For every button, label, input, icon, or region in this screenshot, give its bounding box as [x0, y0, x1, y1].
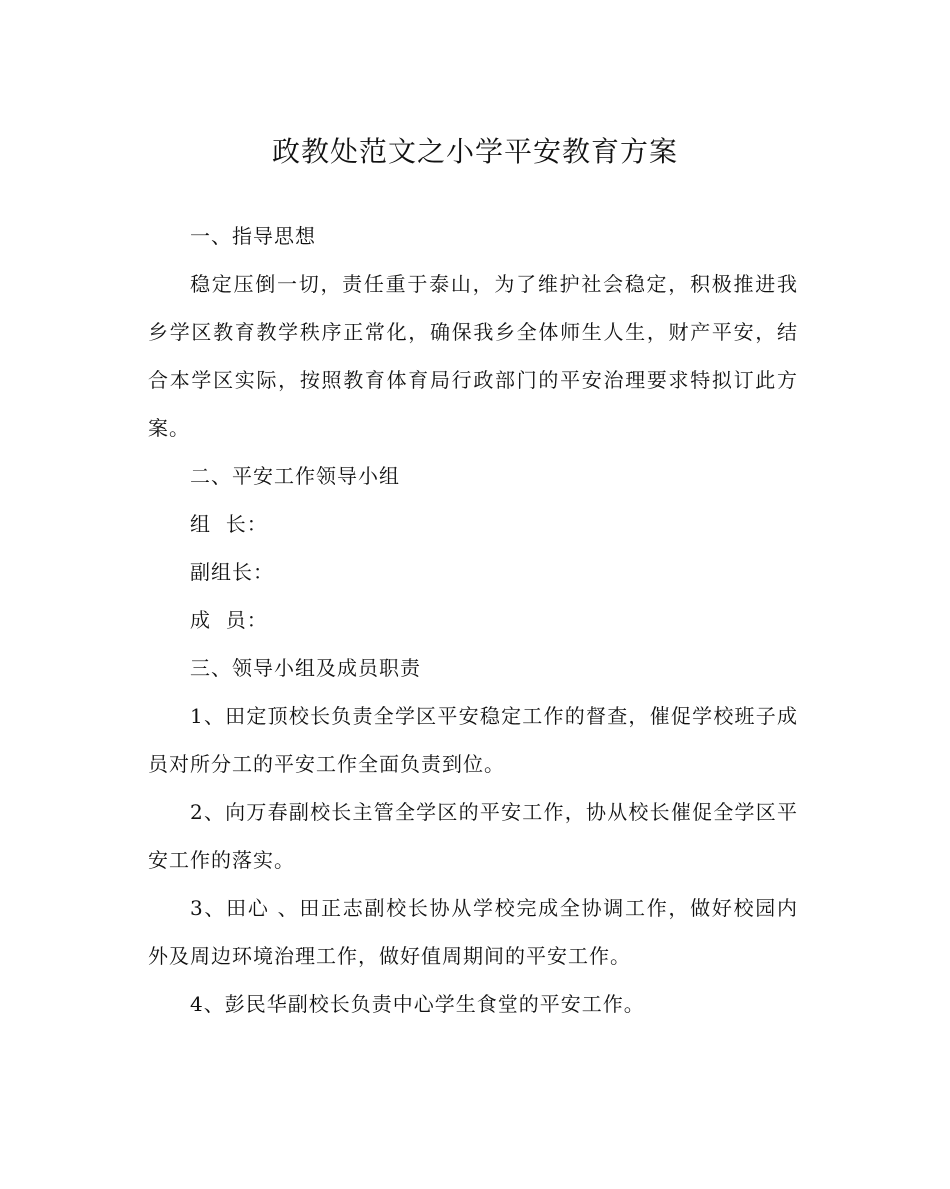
section-heading-guiding-ideology: 一、指导思想 [190, 224, 316, 248]
responsibility-item-4: 4、彭民华副校长负责中心学生食堂的平安工作。 [190, 992, 645, 1016]
responsibility-item-1: 1、田定顶校长负责全学区平安稳定工作的督查，催促学校班子成员对所分工的平安工作全面负责到位。 [148, 704, 798, 776]
deputy-leader-field: 副组长： [190, 560, 274, 584]
group-leader-field: 组 长： [190, 512, 268, 536]
section-heading-responsibilities: 三、领导小组及成员职责 [190, 656, 421, 680]
members-field: 成 员： [190, 608, 268, 632]
section-heading-leadership-group: 二、平安工作领导小组 [190, 464, 400, 488]
guiding-ideology-paragraph: 稳定压倒一切，责任重于泰山，为了维护社会稳定，积极推进我乡学区教育教学秩序正常化，确保我乡全体师生人生，财产平安，结合本学区实际，按照教育体育局行政部门的平安治理要求特拟订此方案。 [148, 272, 798, 440]
document-body [148, 212, 798, 1028]
responsibility-item-3: 3、田心 、田正志副校长协从学校完成全协调工作，做好校园内外及周边环境治理工作，做好值周期间的平安工作。 [148, 896, 798, 968]
responsibility-item-2: 2、向万春副校长主管全学区的平安工作，协从校长催促全学区平安工作的落实。 [148, 800, 798, 872]
document-title: 政教处范文之小学平安教育方案 [271, 135, 678, 168]
